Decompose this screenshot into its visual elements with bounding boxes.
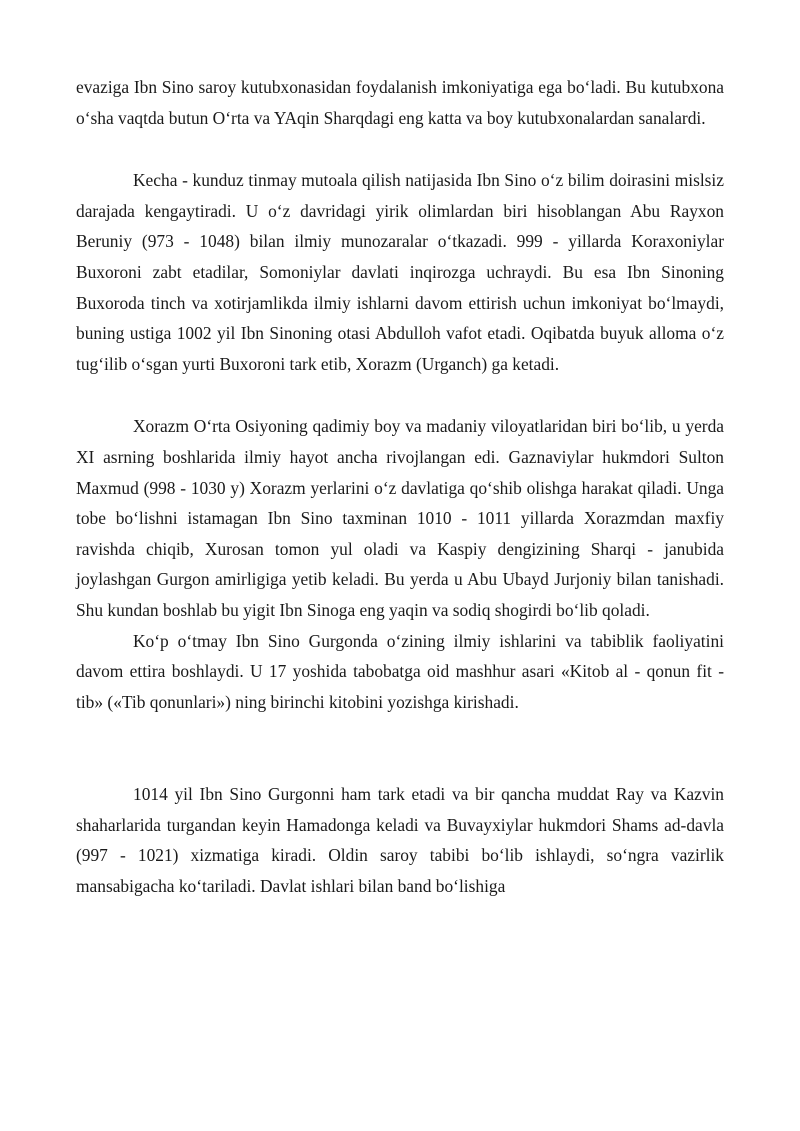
document-page	[76, 72, 724, 902]
paragraph-1: evaziga Ibn Sino saroy kutubxonasidan foydalanish imkoniyatiga ega bo‘ladi. Bu kutubxona o‘sha vaqtda butun O‘rta va YAqin Sharqdagi eng katta va boy kutubxonalardan sanalardi.	[76, 77, 724, 128]
paragraph-4: Ko‘p o‘tmay Ibn Sino Gurgonda o‘zining ilmiy ishlarini va tabiblik faoliyatini davom ettira boshlaydi. U 17 yoshida tabobatga oid mashhur asari «Kitob al - qonun fit - tib» («Tib qonunlari») ning birinchi kitobini yozishga kirishadi.	[76, 630, 724, 712]
paragraph-3: Xorazm O‘rta Osiyoning qadimiy boy va madaniy viloyatlaridan biri bo‘lib, u yerda XI asrning boshlarida ilmiy hayot ancha rivojlangan edi. Gaznaviylar hukmdori Sulton Maxmud (998 - 1030 y) Xorazm yerlarini o‘z davlatiga qo‘shib olishga harakat qiladi. Unga tobe bo‘lishni istamagan Ibn Sino taxminan 1010 - 1011 yillarda Xorazmdan maxfiy ravishda chiqib, Xurosan tomon yul oladi va Kaspiy dengizining Sharqi - janubida joylashgan Gurgon amirligiga yetib keladi. Bu yerda u Abu Ubayd Jurjoniy bilan tanishadi. Shu kundan boshlab bu yigit Ibn Sinoga eng yaqin va sodiq shogirdi bo‘lib qoladi.	[76, 416, 724, 620]
paragraph-2: Kecha - kunduz tinmay mutoala qilish natijasida Ibn Sino o‘z bilim doirasini mislsiz darajada kengaytiradi. U o‘z davridagi yirik olimlardan biri hisoblangan Abu Rayxon Beruniy (973 - 1048) bilan ilmiy munozaralar o‘tkazadi. 999 - yillarda Koraxoniylar Buxoroni zabt etadilar, Somoniylar davlati inqirozga uchraydi. Bu esa Ibn Sinoning Buxoroda tinch va xotirjamlikda ilmiy ishlarni davom ettirish uchun imkoniyat bo‘lmaydi, buning ustiga 1002 yil Ibn Sinoning otasi Abdulloh vafot etadi. Oqibatda buyuk alloma o‘z tug‘ilib o‘sgan yurti Buxoroni tark etib, Xorazm (Urganch) ga ketadi.	[76, 170, 724, 374]
paragraph-5: 1014 yil Ibn Sino Gurgonni ham tark etadi va bir qancha muddat Ray va Kazvin shaharlarida turgandan keyin Hamadonga keladi va Buvayxiylar hukmdori Shams ad-davla (997 - 1021) xizmatiga kiradi. Oldin saroy tabibi bo‘lib ishlaydi, so‘ngra vazirlik mansabigacha ko‘tariladi. Davlat ishlari bilan band bo‘lishiga	[76, 784, 724, 897]
